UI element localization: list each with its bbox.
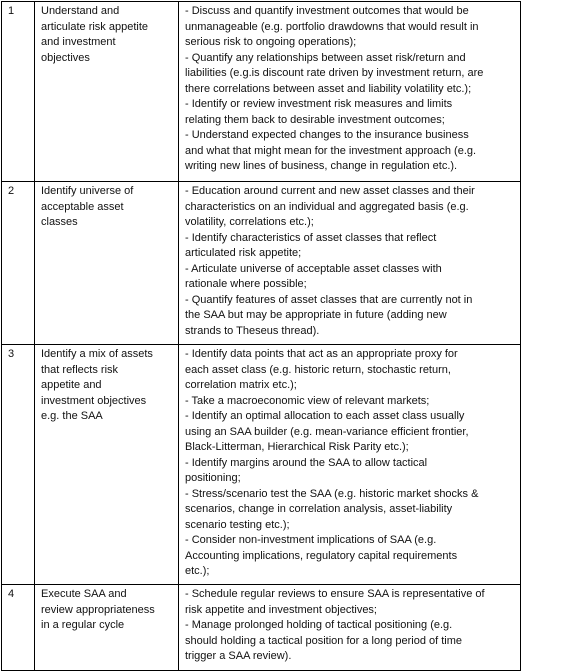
action-line: Accounting implications, regulatory capital requirements [185, 549, 458, 562]
action-line: writing new lines of business, change in regulation etc.). [185, 160, 458, 172]
action-line: volatility, correlations etc.); [185, 216, 314, 228]
step-number: 4 [2, 585, 35, 671]
step-title-line: in a regular cycle [41, 619, 125, 631]
step-title [35, 182, 179, 345]
action-line: - Identify or review investment risk measures and limits [185, 98, 453, 110]
action-line: - Understand expected changes to the insurance business [185, 129, 469, 141]
step-title-line: and investment [41, 36, 116, 48]
table-row [2, 182, 521, 345]
action-line: rationale where possible; [185, 278, 307, 290]
step-number: 2 [2, 182, 35, 345]
action-line: - Quantify features of asset classes that are currently not in [185, 293, 473, 306]
step-actions [179, 2, 521, 182]
action-line: relating them back to desirable investment outcomes; [185, 113, 445, 126]
step-title [35, 585, 179, 671]
action-line: - Discuss and quantify investment outcomes that would be [185, 5, 469, 17]
step-title-line: review appropriateness [41, 603, 155, 616]
action-line: Black-Litterman, Hierarchical Risk Parity etc.); [185, 441, 409, 453]
action-line: unmanageable (e.g. portfolio drawdowns that would result in [185, 20, 479, 33]
step-title-line: appetite and [41, 379, 102, 391]
action-line: characteristics on an individual and aggregated basis (e.g. [185, 200, 469, 213]
action-line: serious risk to ongoing operations); [185, 36, 357, 48]
action-line: - Schedule regular reviews to ensure SAA is representative of [185, 588, 485, 600]
step-number: 3 [2, 345, 35, 585]
action-line: there correlations between asset and liability volatility etc.); [185, 82, 472, 95]
step-title-line: e.g. the SAA [41, 410, 103, 422]
action-line: liabilities (e.g.is discount rate driven by investment return, are [185, 67, 484, 79]
action-line: - Articulate universe of acceptable asset classes with [185, 262, 442, 275]
action-line: - Identify characteristics of asset classes that reflect [185, 231, 437, 244]
step-title-line: Identify a mix of assets [41, 348, 153, 360]
action-line: each asset class (e.g. historic return, stochastic return, [185, 363, 451, 376]
action-line: - Manage prolonged holding of tactical positioning (e.g. [185, 619, 453, 631]
step-number: 1 [2, 2, 35, 182]
action-line: positioning; [185, 472, 241, 484]
action-line: should holding a tactical position for a long period of time [185, 634, 463, 647]
action-line: using an SAA builder (e.g. mean-variance efficient frontier, [185, 425, 469, 438]
step-title-line: articulate risk appetite [41, 20, 148, 33]
step-title-line: that reflects risk [41, 363, 119, 376]
action-line: etc.); [185, 565, 210, 577]
step-actions [179, 182, 521, 345]
action-line: - Stress/scenario test the SAA (e.g. historic market shocks & [185, 487, 479, 500]
action-line: - Consider non-investment implications of SAA (e.g. [185, 534, 437, 546]
action-line: strands to Theseus thread). [185, 324, 320, 337]
action-line: risk appetite and investment objectives; [185, 603, 377, 616]
action-line: correlation matrix etc.); [185, 379, 297, 391]
action-line: scenario testing etc.); [185, 518, 290, 531]
action-line: - Education around current and new asset classes and their [185, 185, 475, 197]
steps-table [1, 1, 521, 671]
table-row [2, 345, 521, 585]
action-line: and what that might mean for the investment approach (e.g. [185, 144, 477, 157]
step-title-line: acceptable asset [41, 200, 124, 213]
table-row [2, 2, 521, 182]
step-actions [179, 345, 521, 585]
action-line: the SAA but may be appropriate in future (adding new [185, 309, 447, 321]
step-title [35, 2, 179, 182]
step-title-line: Execute SAA and [41, 588, 127, 600]
action-line: - Take a macroeconomic view of relevant markets; [185, 394, 430, 407]
step-title-line: Identify universe of [41, 185, 134, 197]
step-title-line: classes [41, 216, 78, 228]
step-title-line: objectives [41, 51, 90, 64]
action-line: - Quantify any relationships between asset risk/return and [185, 51, 466, 64]
action-line: - Identify margins around the SAA to allow tactical [185, 456, 428, 469]
action-line: scenarios, change in correlation analysis, asset-liability [185, 503, 453, 515]
table-row [2, 585, 521, 671]
step-title [35, 345, 179, 585]
action-line: - Identify data points that act as an appropriate proxy for [185, 348, 458, 360]
step-title-line: investment objectives [41, 394, 147, 407]
step-title-line: Understand and [41, 5, 120, 17]
action-line: - Identify an optimal allocation to each asset class usually [185, 410, 465, 422]
action-line: trigger a SAA review). [185, 650, 292, 662]
step-actions [179, 585, 521, 671]
action-line: articulated risk appetite; [185, 247, 302, 259]
